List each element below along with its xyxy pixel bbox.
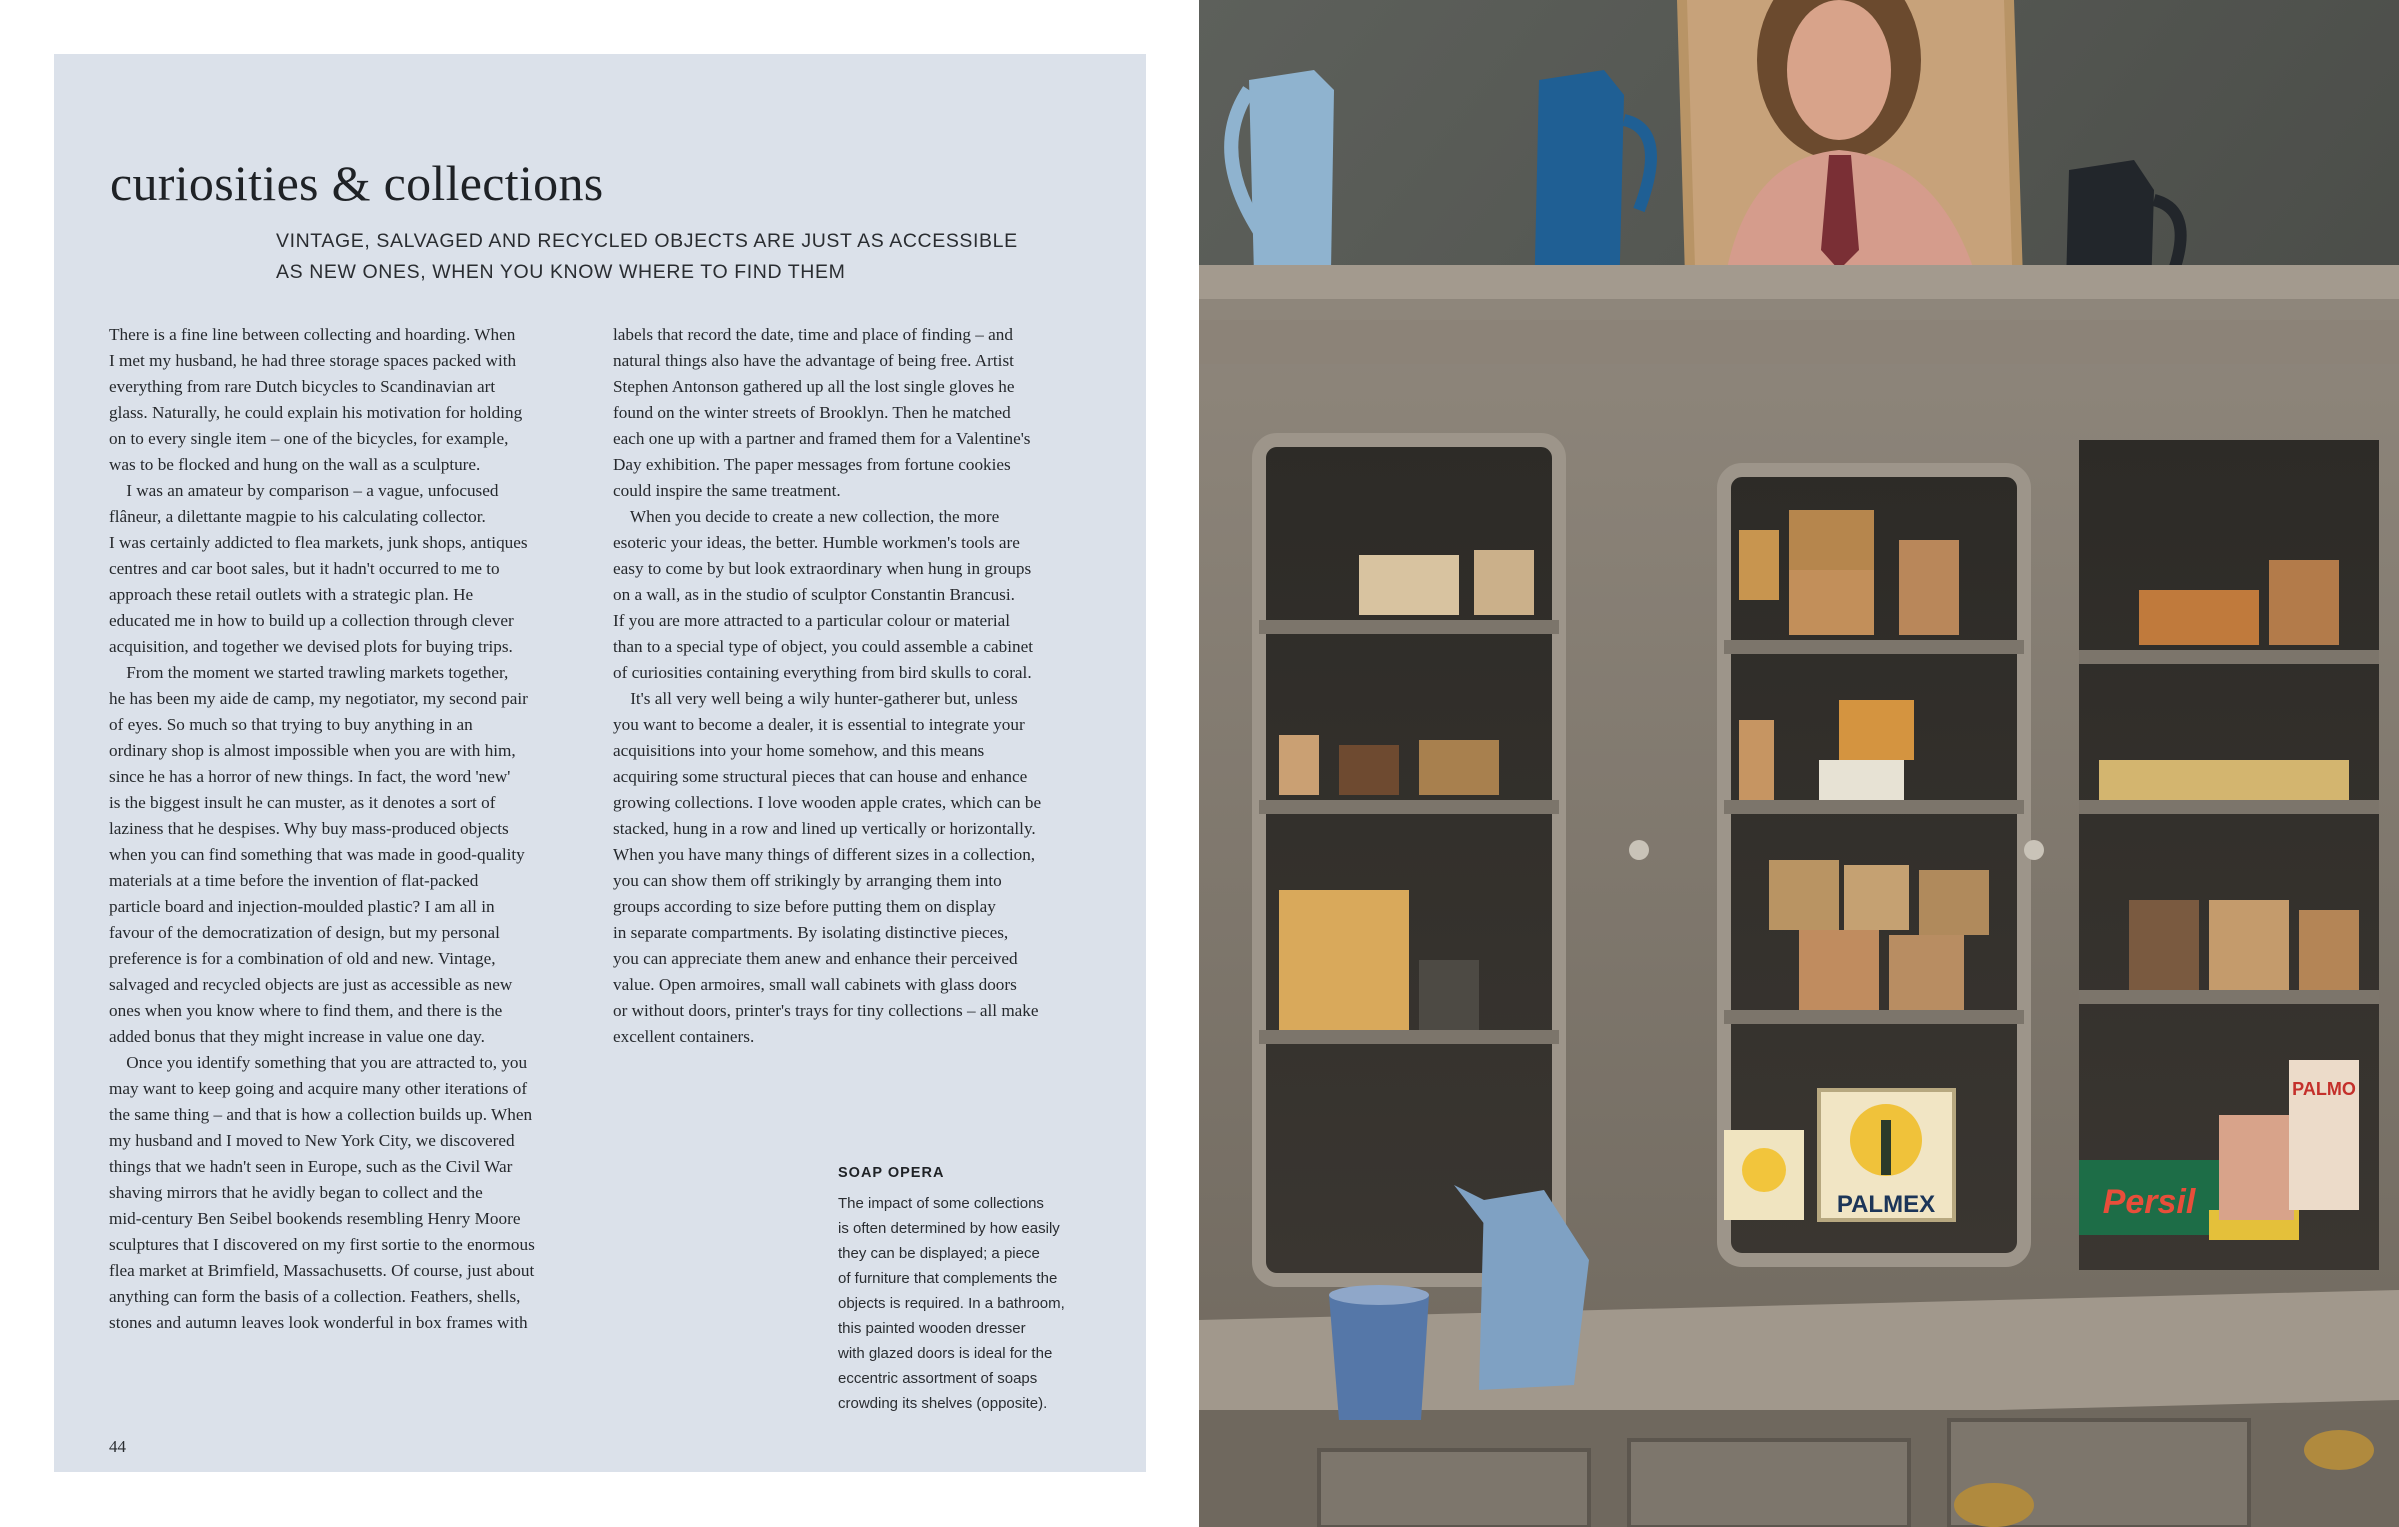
body-text-line: anything can form the basis of a collection. Feathers, shells, <box>109 1287 521 1306</box>
chapter-title: curiosities & collections <box>110 155 604 211</box>
body-text-line: growing collections. I love wooden apple crates, which can be <box>613 793 1042 812</box>
body-text-line: sculptures that I discovered on my first sortie to the enormous <box>109 1235 535 1254</box>
caption-line: this painted wooden dresser <box>838 1320 1026 1337</box>
body-text-line: is the biggest insult he can muster, as it denotes a sort of <box>109 793 496 812</box>
body-column-right <box>613 322 1113 1050</box>
body-text-line: educated me in how to build up a collection through clever <box>109 611 514 630</box>
caption-line: The impact of some collections <box>838 1195 1044 1212</box>
body-text-line: acquisition, and together we devised plots for buying trips. <box>109 637 513 656</box>
body-text-line: preference is for a combination of old and new. Vintage, <box>109 949 496 968</box>
dresser-photo <box>1199 0 2399 1527</box>
body-text-line: I was certainly addicted to flea markets, junk shops, antiques <box>109 533 528 552</box>
body-text-line: or without doors, printer's trays for tiny collections – all make <box>613 1001 1039 1020</box>
body-text-line: since he has a horror of new things. In fact, the word 'new' <box>109 767 511 786</box>
body-text-line: esoteric your ideas, the better. Humble workmen's tools are <box>613 533 1020 552</box>
body-text-line: ordinary shop is almost impossible when you are with him, <box>109 741 516 760</box>
body-text-line: things that we hadn't seen in Europe, such as the Civil War <box>109 1157 513 1176</box>
body-text-line: than to a special type of object, you could assemble a cabinet <box>613 637 1033 656</box>
body-text-line: added bonus that they might increase in value one day. <box>109 1027 485 1046</box>
body-text-line: you want to become a dealer, it is essential to integrate your <box>613 715 1025 734</box>
page-number: 44 <box>109 1437 126 1456</box>
body-text-line: natural things also have the advantage of being free. Artist <box>613 351 1014 370</box>
caption-line: of furniture that complements the <box>838 1270 1058 1287</box>
body-text-line: when you can find something that was made in good-quality <box>109 845 525 864</box>
caption-line: objects is required. In a bathroom, <box>838 1295 1065 1312</box>
body-text-line: on a wall, as in the studio of sculptor Constantin Brancusi. <box>613 585 1015 604</box>
body-text-line: my husband and I moved to New York City, we discovered <box>109 1131 515 1150</box>
body-text-line: of eyes. So much so that trying to buy anything in an <box>109 715 473 734</box>
persil-label: Persil <box>2102 1183 2196 1221</box>
body-text-line: flâneur, a dilettante magpie to his calculating collector. <box>109 507 486 526</box>
body-text-line: laziness that he despises. Why buy mass-produced objects <box>109 819 509 838</box>
body-text-line: easy to come by but look extraordinary when hung in groups <box>613 559 1032 578</box>
body-text-line: acquisitions into your home somehow, and this means <box>613 741 985 760</box>
body-text-line: Stephen Antonson gathered up all the lost single gloves he <box>613 377 1015 396</box>
body-text-line: materials at a time before the invention of flat-packed <box>109 871 479 890</box>
body-text-line: acquiring some structural pieces that can house and enhance <box>613 767 1028 786</box>
body-text-line: groups according to size before putting them on display <box>613 897 996 916</box>
body-text-line: From the moment we started trawling markets together, <box>109 663 509 682</box>
body-text-line: approach these retail outlets with a strategic plan. He <box>109 585 474 604</box>
body-text-line: he has been my aide de camp, my negotiator, my second pair <box>109 689 528 708</box>
caption-line: crowding its shelves (opposite). <box>838 1395 1048 1412</box>
body-text-line: on to every single item – one of the bicycles, for example, <box>109 429 509 448</box>
body-text-line: in separate compartments. By isolating distinctive pieces, <box>613 923 1009 942</box>
body-text-line: stacked, hung in a row and lined up vertically or horizontally. <box>613 819 1036 838</box>
body-text-line: was to be flocked and hung on the wall as a sculpture. <box>109 455 481 474</box>
body-text-line: labels that record the date, time and place of finding – and <box>613 325 1013 344</box>
palmex-label: PALMEX <box>1836 1191 1936 1218</box>
chapter-subtitle <box>276 226 1036 288</box>
body-text-line: centres and car boot sales, but it hadn't occurred to me to <box>109 559 500 578</box>
body-text-line: particle board and injection-moulded plastic? I am all in <box>109 897 495 916</box>
body-text-line: each one up with a partner and framed them for a Valentine's <box>613 429 1031 448</box>
caption-line: is often determined by how easily <box>838 1220 1060 1237</box>
body-text-line: glass. Naturally, he could explain his motivation for holding <box>109 403 523 422</box>
palmo-label: PALMO <box>2292 1079 2356 1099</box>
body-text-line: It's all very well being a wily hunter-gatherer but, unless <box>613 689 1018 708</box>
caption-line: with glazed doors is ideal for the <box>838 1345 1053 1362</box>
body-text-line: favour of the democratization of design, but my personal <box>109 923 500 942</box>
text-page-panel <box>54 54 1146 1472</box>
body-text-line: stones and autumn leaves look wonderful in box frames with <box>109 1313 528 1332</box>
body-text-line: I met my husband, he had three storage spaces packed with <box>109 351 517 370</box>
body-text-line: If you are more attracted to a particular colour or material <box>613 611 1011 630</box>
subtitle-line-2: AS NEW ONES, WHEN YOU KNOW WHERE TO FIND THEM <box>276 261 846 283</box>
body-text-line: excellent containers. <box>613 1027 755 1046</box>
body-text-line: value. Open armoires, small wall cabinets with glass doors <box>613 975 1017 994</box>
body-text-line: of curiosities containing everything from bird skulls to coral. <box>613 663 1032 682</box>
body-text-line: everything from rare Dutch bicycles to Scandinavian art <box>109 377 496 396</box>
body-text-line: you can show them off strikingly by arranging them into <box>613 871 1002 890</box>
body-text-line: When you decide to create a new collection, the more <box>613 507 1000 526</box>
caption-line: eccentric assortment of soaps <box>838 1370 1038 1387</box>
caption-heading: SOAP OPERA <box>838 1165 945 1181</box>
body-text-line: There is a fine line between collecting and hoarding. When <box>109 325 516 344</box>
body-text-line: shaving mirrors that he avidly began to collect and the <box>109 1183 483 1202</box>
body-text-line: Once you identify something that you are attracted to, you <box>109 1053 528 1072</box>
body-text-line: the same thing – and that is how a collection builds up. When <box>109 1105 533 1124</box>
caption-text <box>838 1191 1065 1416</box>
body-text-line: salvaged and recycled objects are just as accessible as new <box>109 975 513 994</box>
body-text-line: found on the winter streets of Brooklyn. Then he matched <box>613 403 1011 422</box>
body-text-line: mid-century Ben Seibel bookends resembling Henry Moore <box>109 1209 521 1228</box>
subtitle-line-1: VINTAGE, SALVAGED AND RECYCLED OBJECTS ARE JUST AS ACCESSIBLE <box>276 230 1018 252</box>
body-text-line: flea market at Brimfield, Massachusetts. Of course, just about <box>109 1261 535 1280</box>
body-text-line: When you have many things of different sizes in a collection, <box>613 845 1036 864</box>
body-text-line: Day exhibition. The paper messages from fortune cookies <box>613 455 1011 474</box>
body-text-line: I was an amateur by comparison – a vague, unfocused <box>109 481 499 500</box>
caption-line: they can be displayed; a piece <box>838 1245 1040 1262</box>
body-text-line: could inspire the same treatment. <box>613 481 841 500</box>
body-text-line: ones when you know where to find them, and there is the <box>109 1001 503 1020</box>
body-text-line: you can appreciate them anew and enhance their perceived <box>613 949 1018 968</box>
body-text-line: may want to keep going and acquire many other iterations of <box>109 1079 528 1098</box>
body-column-left <box>109 322 599 1336</box>
